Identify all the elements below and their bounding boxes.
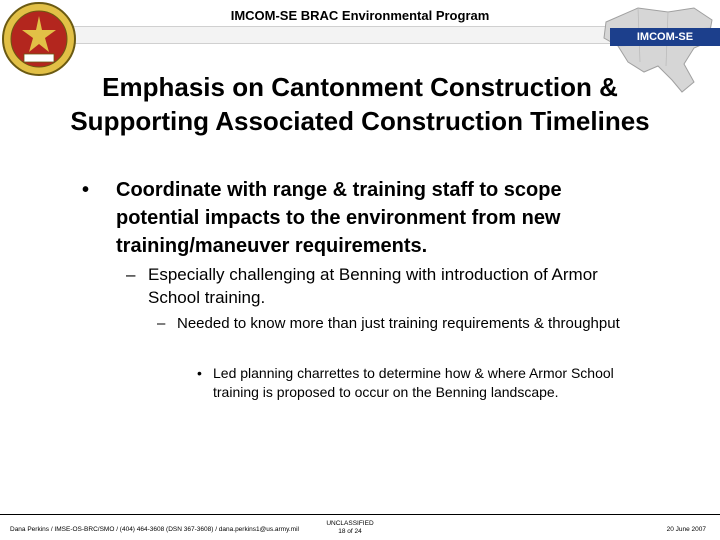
slide-title-line-2: Supporting Associated Construction Timelines bbox=[70, 106, 650, 136]
bullet-dot-icon: • bbox=[197, 365, 202, 381]
bullet-dash-icon: – bbox=[126, 265, 136, 284]
bullet-level-2-text: Especially challenging at Benning with introduction of Armor School training. bbox=[148, 265, 598, 307]
slide-title-line-1: Emphasis on Cantonment Construction & bbox=[102, 72, 618, 102]
header-bar bbox=[70, 26, 610, 44]
bullet-dot-icon: • bbox=[82, 179, 90, 201]
bullet-level-4 bbox=[197, 364, 637, 402]
footer-divider bbox=[0, 514, 720, 515]
bullet-level-3-text: Needed to know more than just training requirements & throughput bbox=[177, 315, 620, 332]
bullet-level-2 bbox=[126, 263, 646, 309]
bullet-dash-icon: – bbox=[157, 315, 166, 332]
footer-date: 20 June 2007 bbox=[666, 526, 706, 533]
footer-contact: Dana Perkins / IMSE-OS-BRC/SMO / (404) 464-3608 (DSN 367-3608) / dana.perkins1@us.army.mil bbox=[10, 526, 299, 533]
page-number: 18 of 24 bbox=[338, 528, 362, 535]
classification-label: UNCLASSIFIED bbox=[326, 520, 374, 527]
footer-center bbox=[320, 520, 380, 536]
slide-title bbox=[20, 70, 700, 138]
imcom-se-badge: IMCOM-SE bbox=[610, 28, 720, 46]
army-emblem-icon bbox=[0, 0, 78, 78]
bullet-level-3 bbox=[157, 314, 657, 334]
bullet-level-4-text: Led planning charrettes to determine how & where Armor School training is proposed to occur on the Benning landscape. bbox=[213, 365, 614, 400]
bullet-level-1 bbox=[82, 176, 636, 260]
bullet-level-1-text: Coordinate with range & training staff to scope potential impacts to the environment from new training/maneuver requirements. bbox=[116, 179, 562, 257]
header-title: IMCOM-SE BRAC Environmental Program bbox=[230, 8, 490, 23]
